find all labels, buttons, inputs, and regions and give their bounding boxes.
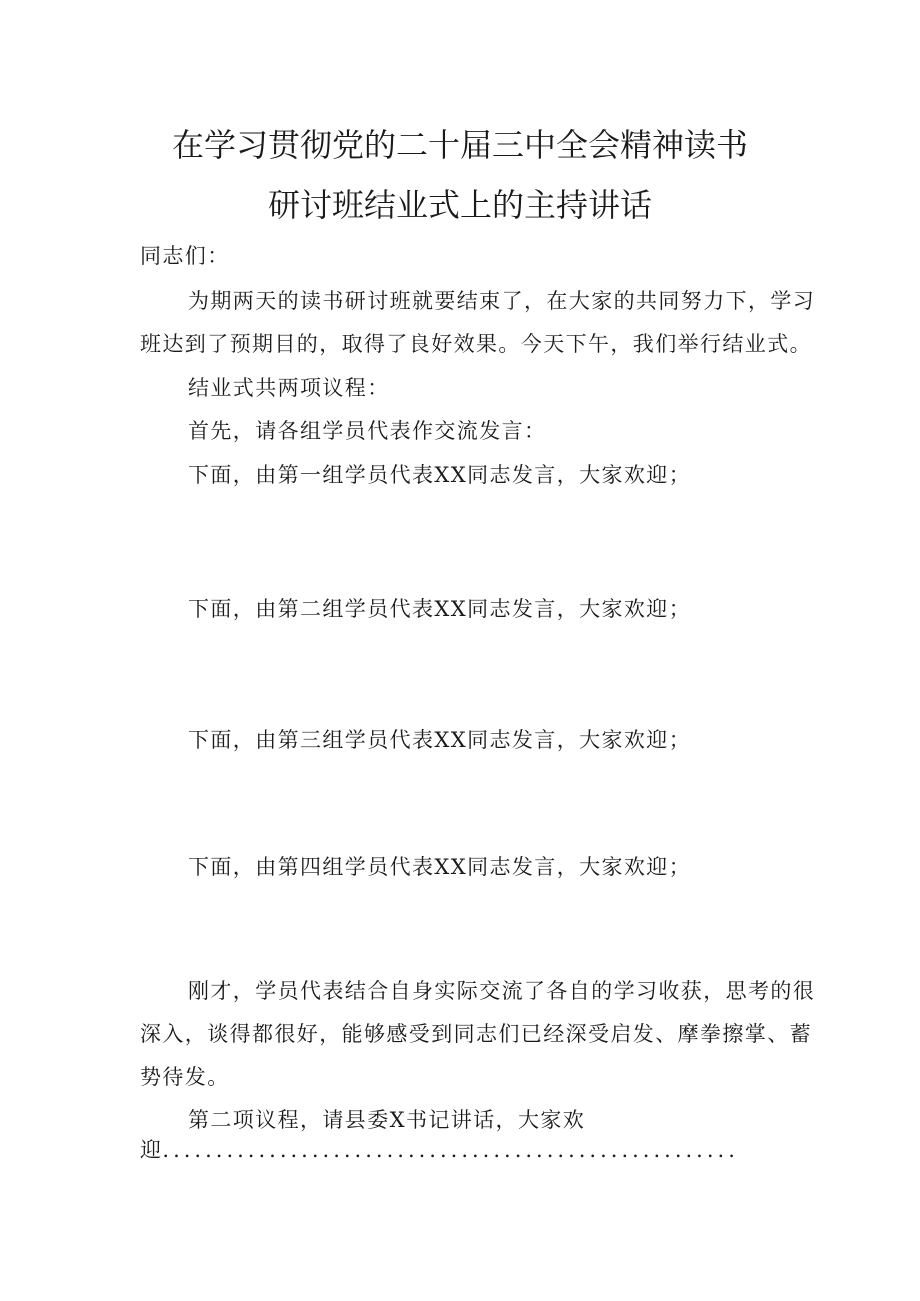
speaker-group-2: 下面，由第二组学员代表XX同志发言，大家欢迎； [188,597,692,621]
second-item-line-2-text: 迎 [140,1138,163,1162]
intro-paragraph-line-2: 班达到了预期目的，取得了良好效果。今天下午，我们举行结业式。 [140,332,812,356]
speaker-group-1: 下面，由第一组学员代表XX同志发言，大家欢迎； [188,463,692,487]
second-item-line-2 [140,1134,739,1164]
intro-paragraph-line-1: 为期两天的读书研讨班就要结束了，在大家的共同努力下，学习 [188,289,816,313]
document-title-line-1: 在学习贯彻党的二十届三中全会精神读书 [171,126,748,164]
dotted-leader: ...................................................... [162,1138,739,1162]
agenda-intro: 结业式共两项议程： [188,376,390,400]
summary-paragraph-line-1: 刚才，学员代表结合自身实际交流了各自的学习收获，思考的很 [188,979,816,1003]
speaker-group-3: 下面，由第三组学员代表XX同志发言，大家欢迎； [188,728,692,752]
second-item-line-1: 第二项议程，请县委X书记讲话，大家欢 [188,1108,586,1132]
summary-paragraph-line-3: 势待发。 [140,1065,230,1089]
summary-paragraph-line-2: 深入，谈得都很好，能够感受到同志们已经深受启发、摩拳擦掌、蓄 [140,1022,812,1046]
document-title-line-2: 研讨班结业式上的主持讲话 [267,186,652,224]
salutation: 同志们： [140,244,230,268]
speaker-group-4: 下面，由第四组学员代表XX同志发言，大家欢迎； [188,855,692,879]
agenda-first-item: 首先，请各组学员代表作交流发言： [188,419,547,443]
